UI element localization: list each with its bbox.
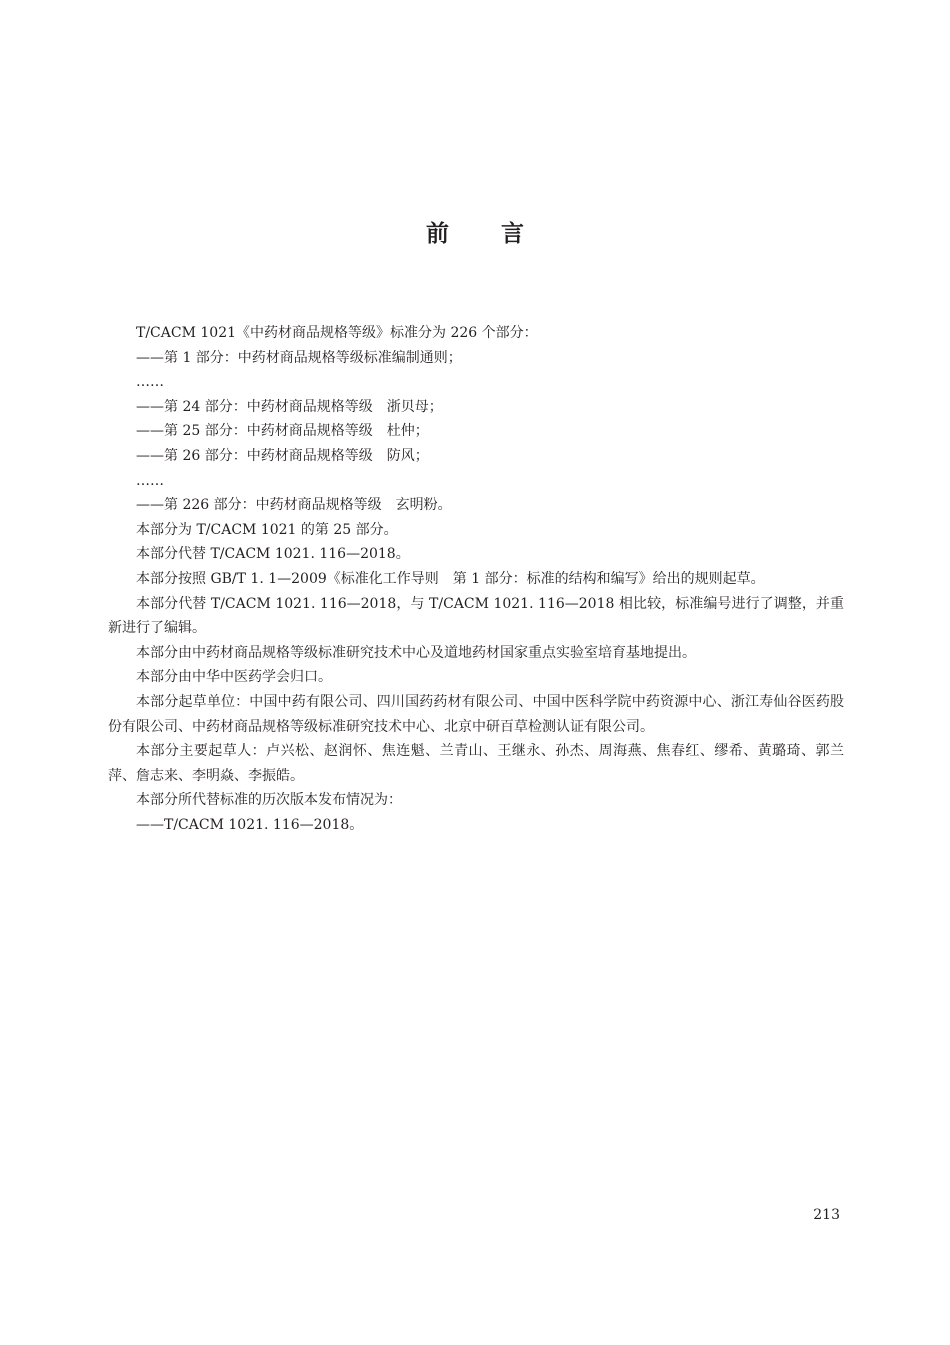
paragraph-proposed-by: 本部分由中药材商品规格等级标准研究技术中心及道地药材国家重点实验室培育基地提出。: [136, 644, 696, 661]
list-item-part-25: ——第 25 部分：中药材商品规格等级 杜仲；: [136, 423, 429, 440]
paragraph-replaces: 本部分代替 T/CACM 1021. 116—2018。: [136, 546, 410, 563]
list-item-part-26: ——第 26 部分：中药材商品规格等级 防风；: [136, 447, 429, 464]
list-item-part-226: ——第 226 部分：中药材商品规格等级 玄明粉。: [136, 497, 452, 514]
paragraph-under-jurisdiction: 本部分由中华中医药学会归口。: [136, 669, 332, 686]
list-ellipsis: ……: [136, 374, 164, 391]
list-item-previous-version: ——T/CACM 1021. 116—2018。: [136, 816, 364, 833]
paragraph-drafting-units: 本部分起草单位：中国中药有限公司、四川国药药材有限公司、中国中医科学院中药资源中心、浙江寿仙谷医药股份有限公司、中药材商品规格等级标准研究技术中心、北京中研百草检测认证有限公司。: [108, 693, 844, 735]
foreword-body: [108, 321, 844, 837]
page-number: 213: [813, 1207, 840, 1223]
paragraph-drafting-rules: 本部分按照 GB/T 1. 1—2009《标准化工作导则 第 1 部分：标准的结构和编写》给出的规则起草。: [136, 570, 765, 587]
list-item-part-1: ——第 1 部分：中药材商品规格等级标准编制通则；: [136, 349, 462, 366]
paragraph-changes: 本部分代替 T/CACM 1021. 116—2018，与 T/CACM 1021. 116—2018 相比较，标准编号进行了调整，并重新进行了编辑。: [108, 595, 844, 637]
list-item-part-24: ——第 24 部分：中药材商品规格等级 浙贝母；: [136, 398, 443, 415]
paragraph-version-history: 本部分所代替标准的历次版本发布情况为：: [136, 792, 402, 809]
page-title: [0, 218, 950, 250]
paragraph-parts-overview: T/CACM 1021《中药材商品规格等级》标准分为 226 个部分：: [136, 325, 538, 341]
title-char-2: 言: [501, 221, 524, 247]
paragraph-part-statement: 本部分为 T/CACM 1021 的第 25 部分。: [136, 521, 398, 538]
paragraph-drafters: 本部分主要起草人：卢兴松、赵润怀、焦连魁、兰青山、王继永、孙杰、周海燕、焦春红、缪希、黄璐琦、郭兰萍、詹志来、李明焱、李振皓。: [108, 743, 844, 784]
title-char-1: 前: [426, 221, 449, 247]
list-ellipsis: ……: [136, 472, 164, 489]
